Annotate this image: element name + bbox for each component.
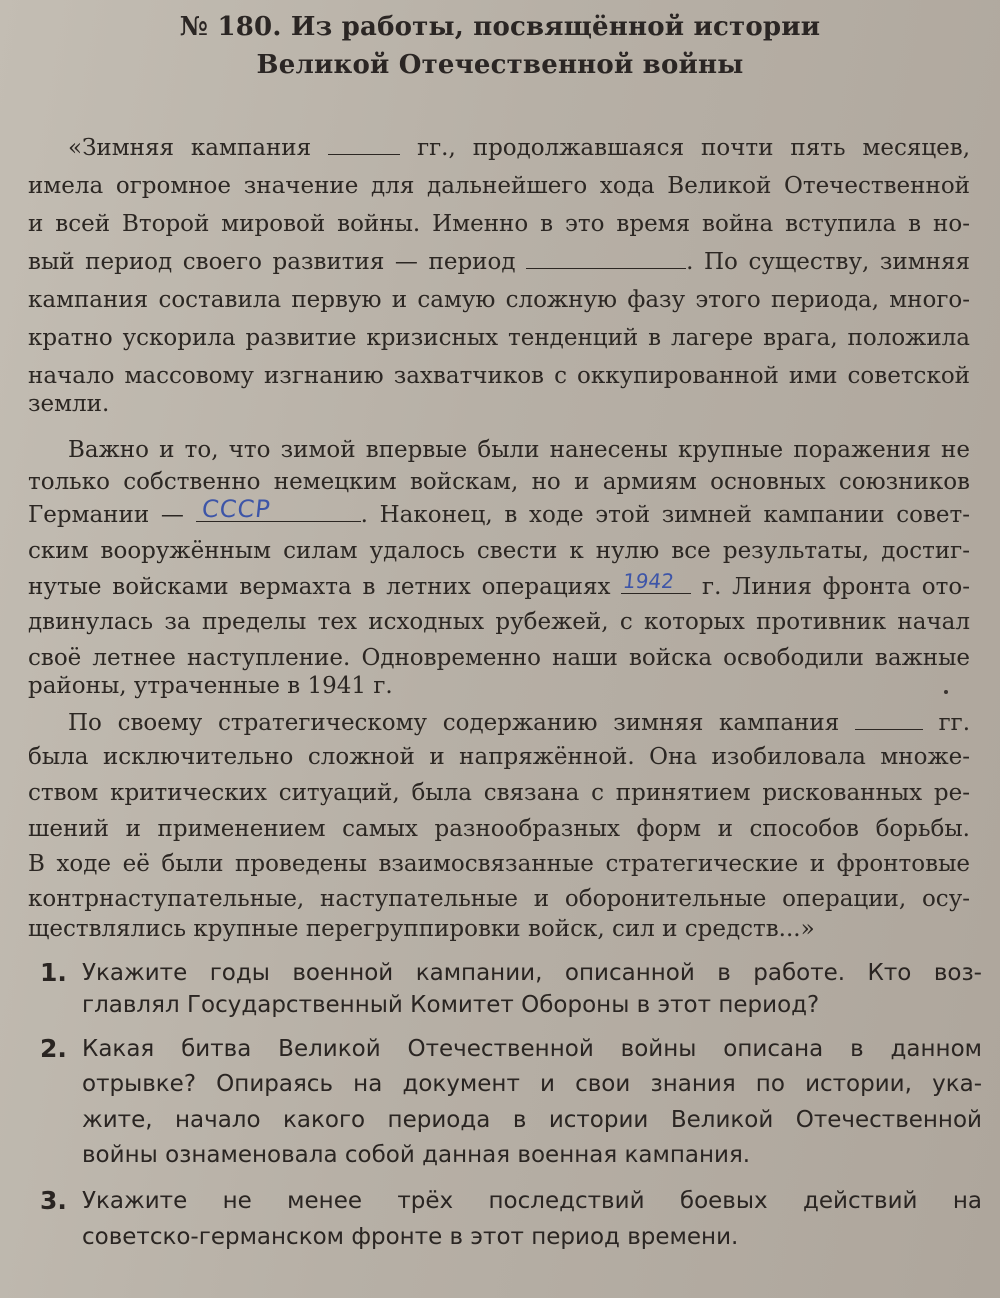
text-line: вый период своего развития — период . По существу, зимняя [28,249,970,275]
question-line: отрывке? Опираясь на документ и свои знания по истории, ука- [82,1071,982,1097]
text-line: земли. [28,391,110,417]
answer-blank[interactable] [328,134,400,155]
text-line: своё летнее наступление. Одновременно наши войска освободили важные [28,645,970,671]
text-line: начало массовому изгнанию захватчиков с оккупированной ими советской [28,363,970,389]
question-number: 3. [40,1186,67,1215]
speck-mark [944,690,948,694]
question-line: Какая битва Великой Отечественной войны описана в данном [82,1036,982,1062]
handwritten-answer: 1942 [621,569,676,593]
answer-blank-filled[interactable] [196,495,361,523]
exercise-title-line-1: № 180. Из работы, посвящённой истории [179,12,821,42]
text-line: ским вооружённым силам удалось свести к нулю все результаты, достиг- [28,538,970,564]
text-line: районы, утраченные в 1941 г. [28,673,393,699]
question-line: жите, начало какого периода в истории Великой Отечественной [82,1107,982,1133]
text-line: Важно и то, что зимой впервые были нанесены крупные поражения не [68,437,970,463]
question-line: советско-германском фронте в этот период времени. [82,1224,739,1250]
exercise-title-line-2: Великой Отечественной войны [256,50,744,80]
text-line: и всей Второй мировой войны. Именно в это время война вступила в но- [28,211,970,237]
text-line: Германии — СССР . Наконец, в ходе этой зимней кампании совет- [28,495,970,528]
text-line: кратно ускорила развитие кризисных тенденций в лагере врага, положила [28,325,970,351]
question-line: Укажите годы военной кампании, описанной в работе. Кто воз- [82,960,982,986]
text-line: «Зимняя кампания гг., продолжавшаяся почти пять месяцев, [68,135,971,161]
question-line: Укажите не менее трёх последствий боевых действий на [82,1188,982,1214]
question-line: войны ознаменовала собой данная военная кампания. [82,1142,751,1168]
answer-blank[interactable] [855,709,923,730]
handwritten-answer: СССР [200,495,272,523]
answer-blank[interactable] [526,248,686,269]
text-line: была исключительно сложной и напряжённой. Она изобиловала множе- [28,744,970,770]
text-line: имела огромное значение для дальнейшего хода Великой Отечественной [28,173,970,199]
text-line: шений и применением самых разнообразных форм и способов борьбы. [28,816,970,842]
text-line: В ходе её были проведены взаимосвязанные стратегические и фронтовые [28,851,970,877]
answer-blank-filled[interactable] [621,569,691,594]
question-number: 1. [40,958,67,987]
question-line: главлял Государственный Комитет Обороны в этот период? [82,992,820,1018]
text-line: кампания составила первую и самую сложную фазу этого периода, много- [28,287,970,313]
text-line: только собственно немецким войскам, но и армиям основных союзников [28,469,970,495]
text-line: ством критических ситуаций, была связана с принятием рискованных ре- [28,780,970,806]
text-line: По своему стратегическому содержанию зимняя кампания гг. [68,710,971,736]
question-number: 2. [40,1034,67,1063]
text-line: контрнаступательные, наступательные и оборонительные операции, осу- [28,886,970,912]
text-line: ществлялись крупные перегруппировки войск, сил и средств...» [28,916,815,942]
text-line: нутые войсками вермахта в летних операциях 1942 г. Линия фронта ото- [28,569,970,600]
text-line: двинулась за пределы тех исходных рубежей, с которых противник начал [28,609,970,635]
